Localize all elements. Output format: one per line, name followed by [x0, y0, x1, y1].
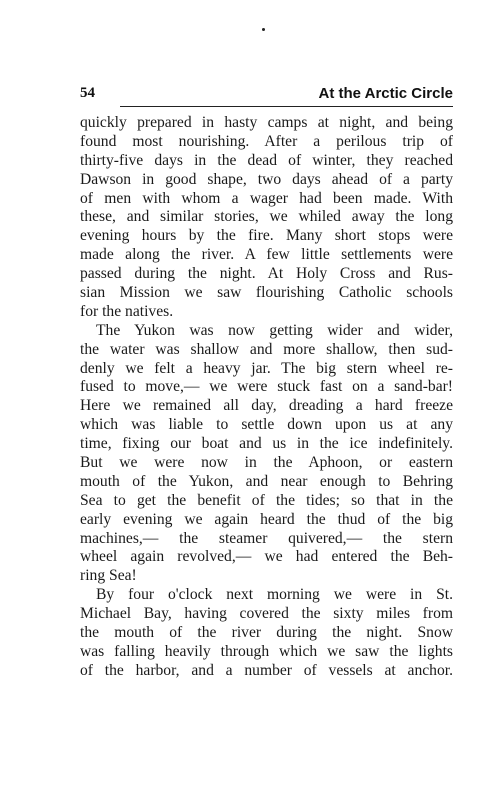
text-line: ring Sea! — [80, 567, 137, 585]
text-line: passed during the night. At Holy Cross and Rus- — [80, 265, 453, 283]
text-line: By four o'clock next morning we were in St. — [96, 586, 453, 604]
text-line: Sea to get the benefit of the tides; so that in the — [80, 491, 453, 509]
text-line: fused to move,— we were stuck fast on a sand-bar! — [80, 378, 453, 396]
text-line: mouth of the Yukon, and near enough to Behring — [80, 472, 453, 490]
text-line: denly we felt a heavy jar. The big stern wheel re- — [80, 359, 453, 377]
text-line: sian Mission we saw flourishing Catholic schools — [80, 284, 453, 302]
text-line: wheel again revolved,— we had entered the Beh- — [80, 548, 453, 566]
running-title: At the Arctic Circle — [318, 85, 453, 102]
text-line: made along the river. A few little settlements were — [80, 246, 453, 264]
print-speck — [262, 28, 265, 31]
text-line: Here we remained all day, dreading a hard freeze — [80, 397, 453, 415]
text-line: quickly prepared in hasty camps at night, and being — [80, 114, 453, 131]
text-line: The Yukon was now getting wider and wider, — [96, 321, 453, 339]
text-line: for the natives. — [80, 302, 174, 320]
text-line: early evening we again heard the thud of the big — [80, 510, 453, 528]
text-line: of the harbor, and a number of vessels at anchor. — [80, 661, 453, 679]
text-line: But we were now in the Aphoon, or eastern — [80, 454, 453, 472]
body-text — [80, 114, 453, 681]
text-line: thirty-five days in the dead of winter, they reached — [80, 151, 453, 169]
text-line: of men with whom a wager had been made. With — [80, 189, 453, 207]
text-line: machines,— the steamer quivered,— the stern — [80, 529, 453, 547]
text-line: Michael Bay, having covered the sixty miles from — [80, 605, 453, 623]
text-line: these, and similar stories, we whiled away the long — [80, 208, 453, 226]
text-line: evening hours by the fire. Many short stops were — [80, 227, 453, 245]
text-line: the water was shallow and more shallow, then sud- — [80, 340, 453, 358]
text-line: found most nourishing. After a perilous trip of — [80, 132, 453, 150]
text-line: time, fixing our boat and us in the ice indefinitely. — [80, 435, 453, 453]
text-line: was falling heavily through which we saw the lights — [80, 642, 453, 660]
text-line: which was liable to settle down upon us at any — [80, 416, 453, 434]
text-line: the mouth of the river during the night. Snow — [80, 624, 453, 642]
running-head — [80, 80, 453, 102]
text-line: Dawson in good shape, two days ahead of a party — [80, 170, 453, 188]
header-rule — [120, 106, 453, 107]
page-number: 54 — [80, 85, 95, 101]
